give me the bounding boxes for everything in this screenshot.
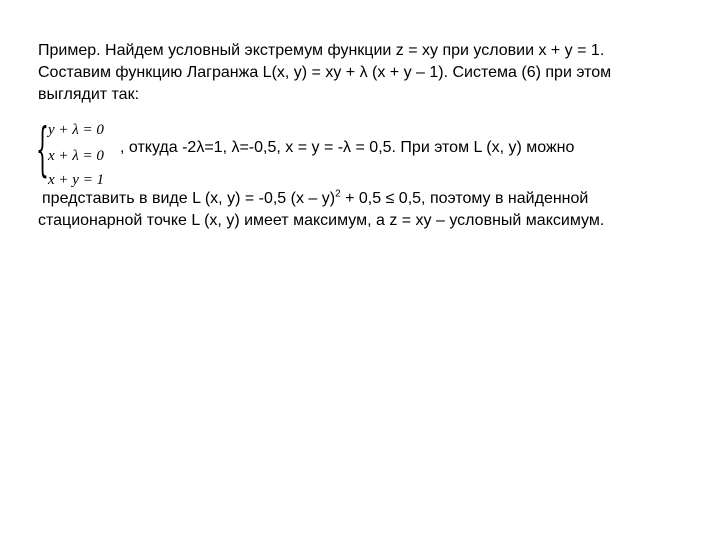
text-line-4: , откуда -2λ=1, λ=-0,5, x = y = -λ = 0,5. При этом L (x, y) можно	[120, 139, 575, 156]
text-line-5-end: + 0,5 ≤ 0,5, поэтому в найденной	[340, 190, 589, 207]
text-line-1: Пример. Найдем условный экстремум функции z = xy при условии x + y = 1.	[38, 42, 605, 59]
system-brace: {	[36, 115, 49, 183]
text-line-6: стационарной точке L (x, y) имеет максимум, а z = xy – условный максимум.	[38, 212, 605, 229]
text-line-5-start: представить в виде L (x, y) = -0,5 (x – y)	[42, 190, 336, 207]
text-line-3: выглядит так:	[38, 86, 140, 103]
text-line-2: Составим функцию Лагранжа L(x, y) = xy + λ (x + y – 1). Система (6) при этом	[38, 64, 612, 81]
equation-1: y + λ = 0	[48, 122, 104, 138]
equation-3: x + y = 1	[48, 172, 105, 188]
equation-system	[36, 117, 116, 189]
equation-2: x + λ = 0	[48, 148, 104, 164]
exponent: 2	[335, 188, 341, 200]
text-line-5	[42, 188, 588, 210]
